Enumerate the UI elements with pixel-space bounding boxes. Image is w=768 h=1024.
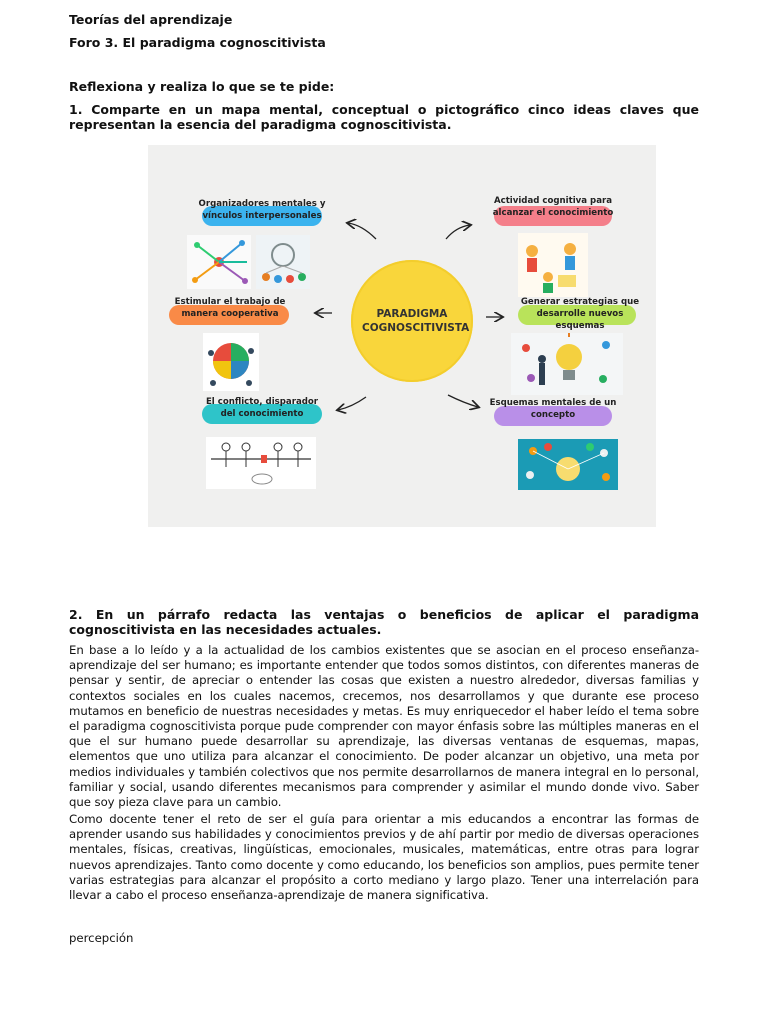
- answer-paragraph-1: En base a lo leído y a la actualidad de los cambios existentes que se asocian en el proceso enseñanza-aprendizaje del ser humano; es importante entender que todos somos distintos, con diferentes maneras de pensar y sentir, de apreciar o entender las cosas que existen a nuestro alrededor, diversas familias y contextos sociales en los cuales nacemos, crecemos, nos desarrollamos y que durante ese proceso mutamos en beneficio de nuestras necesidades y metas. Es muy enriquecedor el haber leído el tema sobre el paradigma cognoscitivista porque pude comprender con mayor énfasis sobre las múltiples maneras en el que el sur humano puede desarrollar su aprendizaje, las diversas ventanas de esquemas, mapas, elementos que uno utiliza para alcanzar el conocimiento. De poder alcanzar un objetivo, una meta por medios individuales y también colectivos que nos permite desarrollarnos de manera integral en lo personal, familiar y social, usando diferentes mecanismos para comprender y asimilar el mundo donde vivo. Saber que soy pieza clave para un cambio.: [69, 643, 699, 810]
- mind-map-figure: [148, 145, 656, 527]
- mindmap-arrows: [148, 145, 656, 527]
- footer-word: percepción: [69, 931, 134, 945]
- course-title: Teorías del aprendizaje: [69, 12, 233, 27]
- arrow-to-actividad: [446, 225, 470, 239]
- forum-title: Foro 3. El paradigma cognoscitivista: [69, 35, 326, 50]
- node-label-esquemas: Esquemas mentales de un concepto: [489, 398, 617, 420]
- central-concept-label: PARADIGMA COGNOSCITIVISTA: [362, 308, 470, 334]
- node-label-generar: Generar estrategias que desarrolle nuevos esquemas: [520, 297, 640, 331]
- node-label-actividad: Actividad cognitiva para alcanzar el conocimiento: [492, 196, 614, 218]
- arrow-to-esquemas: [448, 395, 478, 407]
- question-2: 2. En un párrafo redacta las ventajas o beneficios de aplicar el paradigma cognoscitivista en las necesidades actuales.: [69, 607, 699, 637]
- node-label-estimular: Estimular el trabajo de manera cooperativa: [174, 297, 286, 319]
- arrow-to-organizadores: [348, 223, 376, 239]
- node-label-conflicto: El conflicto, disparador del conocimiento: [205, 397, 319, 419]
- question-1: 1. Comparte en un mapa mental, conceptual o pictográfico cinco ideas claves que representan la esencia del paradigma cognoscitivista.: [69, 102, 699, 132]
- arrow-to-conflicto: [338, 397, 366, 410]
- answer-paragraph-2: Como docente tener el reto de ser el guía para orientar a mis educandos a encontrar las formas de aprender usando sus habilidades y conocimientos previos y de ahí partir por medio de diversas operaciones mentales, físicas, creativas, lingüísticas, emocionales, musicales, matemáticas, entre otras para lograr nuevos aprendizajes. Tanto como docente y como educando, los beneficios son amplios, pues permite tener varias estrategias para alcanzar el propósito a corto mediano y largo plazo. Tener una interrelación para llevar a cabo el proceso enseñanza-aprendizaje de manera significativa.: [69, 812, 699, 903]
- node-label-organizadores: Organizadores mentales y vínculos interpersonales: [198, 199, 326, 221]
- instructions-intro: Reflexiona y realiza lo que se te pide:: [69, 79, 335, 94]
